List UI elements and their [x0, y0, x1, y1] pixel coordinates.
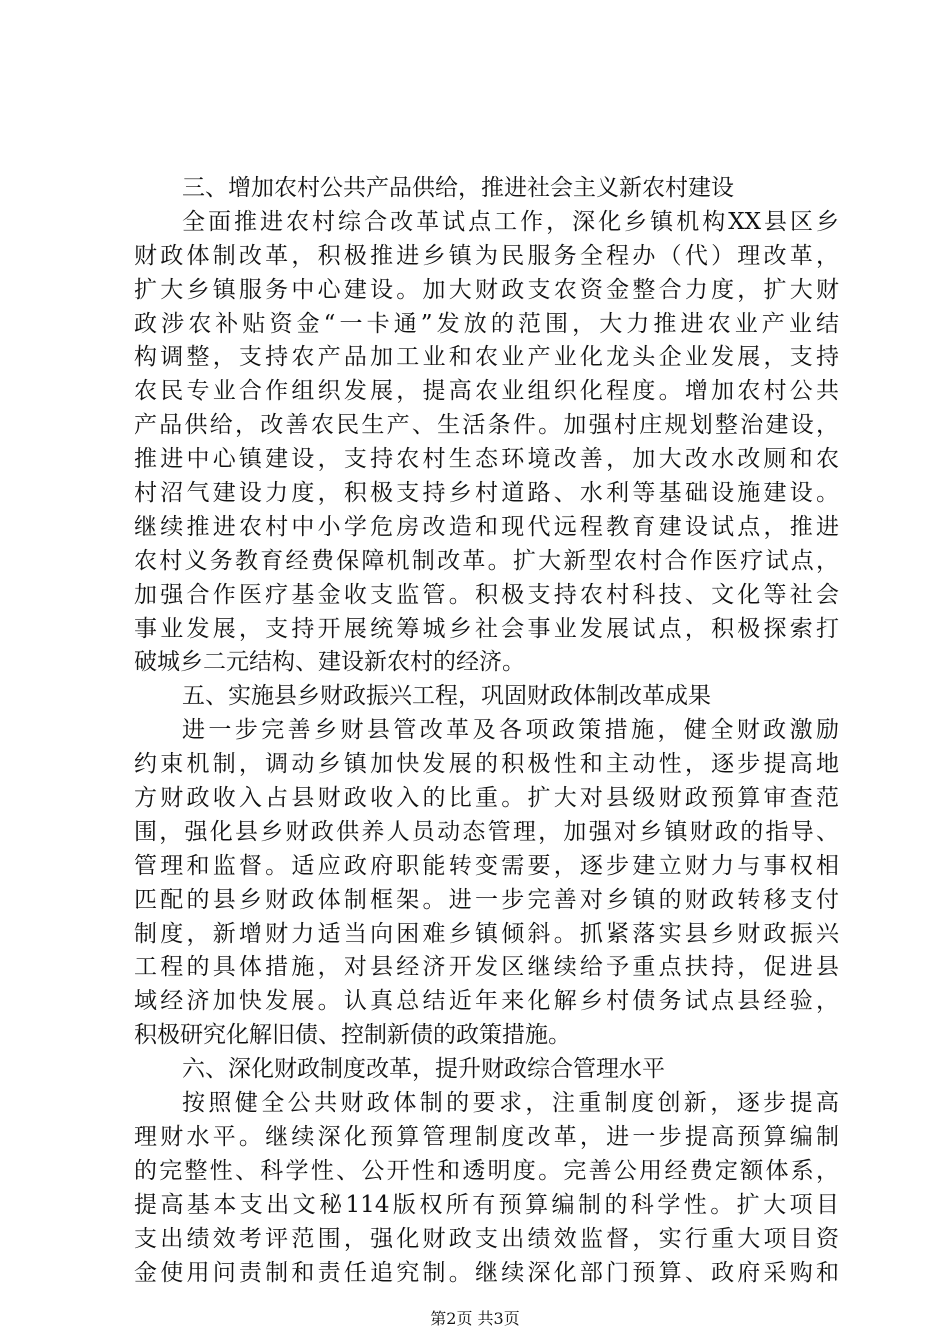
text-line: 匹配的县乡财政体制框架。进一步完善对乡镇的财政转移支付: [134, 886, 839, 913]
text-line: 农民专业合作组织发展，提高农业组织化程度。增加农村公共: [134, 378, 839, 405]
text-line: 约束机制，调动乡镇加快发展的积极性和主动性，逐步提高地: [134, 751, 839, 778]
text-line: 加强合作医疗基金收支监管。积极支持农村科技、文化等社会: [134, 581, 839, 608]
page-footer: 第2页 共3页: [430, 1309, 520, 1328]
text-line: 制度，新增财力适当向困难乡镇倾斜。抓紧落实县乡财政振兴: [134, 920, 839, 947]
text-line: 推进中心镇建设，支持农村生态环境改善，加大改水改厕和农: [134, 446, 839, 473]
text-line: 政涉农补贴资金“一卡通”发放的范围，大力推进农业产业结: [134, 310, 839, 337]
text-line: 事业发展，支持开展统筹城乡社会事业发展试点，积极探索打: [134, 615, 839, 642]
text-line: 积极研究化解旧债、控制新债的政策措施。: [134, 1022, 571, 1049]
text-line: 按照健全公共财政体制的要求，注重制度创新，逐步提高: [182, 1090, 839, 1117]
text-line: 继续推进农村中小学危房改造和现代远程教育建设试点，推进: [134, 513, 839, 540]
text-line: 进一步完善乡财县管改革及各项政策措施，健全财政激励: [182, 717, 839, 744]
text-line: 支出绩效考评范围，强化财政支出绩效监督，实行重大项目资: [134, 1225, 839, 1252]
text-line: 方财政收入占县财政收入的比重。扩大对县级财政预算审查范: [134, 785, 839, 812]
text-line: 提高基本支出文秘114版权所有预算编制的科学性。扩大项目: [134, 1191, 839, 1218]
text-line: 金使用问责制和责任追究制。继续深化部门预算、政府采购和: [134, 1259, 839, 1286]
text-line: 域经济加快发展。认真总结近年来化解乡村债务试点县经验，: [134, 988, 839, 1015]
section-heading: 五、实施县乡财政振兴工程，巩固财政体制改革成果: [182, 683, 711, 710]
section-heading: 三、增加农村公共产品供给，推进社会主义新农村建设: [182, 175, 734, 201]
text-line: 工程的具体措施，对县经济开发区继续给予重点扶持，促进县: [134, 954, 839, 981]
section-heading: 六、深化财政制度改革，提升财政综合管理水平: [182, 1056, 665, 1083]
text-line: 构调整，支持农产品加工业和农业产业化龙头企业发展，支持: [134, 344, 839, 371]
text-line: 理财水平。继续深化预算管理制度改革，进一步提高预算编制: [134, 1123, 839, 1150]
text-line: 村沼气建设力度，积极支持乡村道路、水利等基础设施建设。: [134, 480, 839, 507]
text-line: 管理和监督。适应政府职能转变需要，逐步建立财力与事权相: [134, 852, 839, 879]
text-line: 破城乡二元结构、建设新农村的经济。: [134, 649, 525, 676]
text-line: 财政体制改革，积极推进乡镇为民服务全程办（代）理改革，: [134, 242, 839, 269]
text-line: 产品供给，改善农民生产、生活条件。加强村庄规划整治建设，: [134, 412, 839, 439]
document-body: [134, 172, 839, 1290]
text-line: 农村义务教育经费保障机制改革。扩大新型农村合作医疗试点，: [134, 547, 839, 574]
text-line: 的完整性、科学性、公开性和透明度。完善公用经费定额体系，: [134, 1157, 839, 1184]
text-line: 围，强化县乡财政供养人员动态管理，加强对乡镇财政的指导、: [134, 818, 839, 845]
text-line: 扩大乡镇服务中心建设。加大财政支农资金整合力度，扩大财: [134, 276, 839, 303]
text-line: 全面推进农村综合改革试点工作，深化乡镇机构XX县区乡: [182, 208, 839, 235]
